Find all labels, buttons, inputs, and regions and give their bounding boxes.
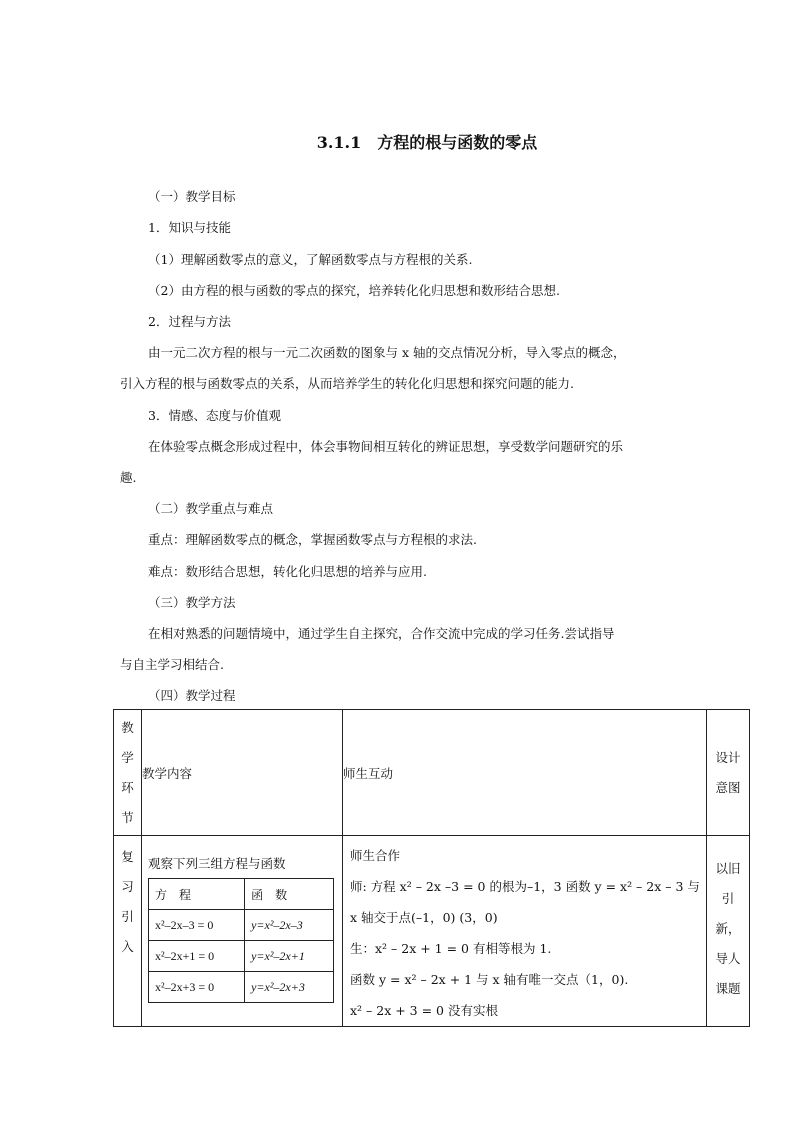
table-row-review — [114, 836, 750, 1027]
row-interaction-cell — [343, 836, 707, 1027]
difficulty-text: 难点：数形结合思想，转化化归思想的培养与应用. — [148, 564, 427, 579]
header-stage-char: 教 — [121, 719, 134, 735]
row-stage-char: 复 — [121, 849, 134, 864]
equation-row — [149, 910, 334, 941]
method-line1: 在相对熟悉的问题情境中，通过学生自主探究，合作交流中完成的学习任务.尝试指导 — [148, 626, 615, 641]
row-stage-char: 引 — [121, 909, 134, 924]
eq-header-function: 函 数 — [245, 879, 334, 910]
interaction-line: 函数 y = x² – 2x + 1 与 x 轴有唯一交点（1，0). — [350, 972, 629, 987]
header-intent-line: 意图 — [715, 779, 741, 795]
header-interaction-cell — [343, 710, 707, 836]
keypoint-text: 重点：理解函数零点的概念，掌握函数零点与方程根的求法. — [148, 532, 477, 547]
objective-process-heading: 2．过程与方法 — [148, 314, 231, 329]
section-heading-method: （三）教学方法 — [148, 595, 236, 610]
interaction-line: 师: 方程 x² – 2x –3 = 0 的根为–1，3 函数 y = x² – 2x – 3 与 — [350, 879, 700, 894]
row-content-cell — [142, 836, 343, 1027]
header-stage-char: 节 — [121, 809, 134, 825]
method-line2: 与自主学习相结合. — [120, 657, 224, 672]
row-intent-line: 新， — [715, 921, 741, 936]
function-cell: y=x²–2x+3 — [245, 972, 334, 1003]
table-header-row — [114, 710, 750, 836]
row-stage-char: 习 — [121, 879, 134, 894]
interaction-line: 生：x² – 2x + 1 = 0 有相等根为 1. — [350, 941, 552, 956]
header-interaction-label: 师生互动 — [343, 765, 394, 781]
row-intent-line: 引 — [721, 891, 735, 906]
header-stage-char: 环 — [121, 779, 134, 795]
objective-knowledge-b: （2）由方程的根与函数的零点的探究，培养转化化归思想和数形结合思想. — [148, 283, 560, 298]
equation-cell: x²–2x+3 = 0 — [149, 972, 245, 1003]
teaching-process-table — [113, 709, 750, 1027]
section-heading-process: （四）教学过程 — [148, 688, 236, 703]
row-intent-line: 课题 — [715, 981, 741, 996]
interaction-line: x 轴交于点(–1，0) (3，0) — [350, 910, 498, 925]
content-heading: 观察下列三组方程与函数 — [148, 856, 286, 871]
objective-emotion-heading: 3．情感、态度与价值观 — [148, 408, 281, 423]
objective-process-line1: 由一元二次方程的根与一元二次函数的图象与 x 轴的交点情况分析，导入零点的概念， — [148, 345, 626, 360]
interaction-text — [350, 840, 700, 1026]
objective-knowledge-heading: 1．知识与技能 — [148, 220, 231, 235]
equation-table-header — [149, 879, 334, 910]
row-stage-char: 入 — [121, 939, 134, 954]
header-intent-cell — [707, 710, 750, 836]
interaction-line: x² – 2x + 3 = 0 没有实根 — [350, 1003, 498, 1018]
page-title: 3.1.1 方程的根与函数的零点 — [316, 133, 538, 152]
header-content-cell — [142, 710, 343, 836]
row-stage-cell — [114, 836, 142, 1027]
header-content-label: 教学内容 — [142, 765, 193, 781]
row-intent-line: 以旧 — [715, 861, 741, 876]
objective-emotion-line1: 在体验零点概念形成过程中，体会事物间相互转化的辨证思想，享受数学问题研究的乐 — [148, 439, 624, 454]
equation-table — [148, 878, 334, 1003]
objective-knowledge-a: （1）理解函数零点的意义，了解函数零点与方程根的关系. — [148, 252, 473, 267]
section-heading-objectives: （一）教学目标 — [148, 189, 236, 204]
header-intent-line: 设计 — [715, 749, 741, 765]
function-cell: y=x²–2x–3 — [245, 910, 334, 941]
equation-row — [149, 972, 334, 1003]
equation-cell: x²–2x–3 = 0 — [149, 910, 245, 941]
eq-header-equation: 方 程 — [149, 879, 245, 910]
row-intent-line: 导人 — [715, 951, 741, 966]
function-cell: y=x²–2x+1 — [245, 941, 334, 972]
objective-process-line2: 引入方程的根与函数零点的关系，从而培养学生的转化化归思想和探究问题的能力. — [120, 376, 574, 391]
interaction-line: 师生合作 — [350, 848, 401, 863]
row-intent-cell — [707, 836, 750, 1027]
section-heading-keypoints: （二）教学重点与难点 — [148, 501, 274, 516]
header-stage-cell — [114, 710, 142, 836]
header-stage-char: 学 — [121, 749, 134, 765]
equation-row — [149, 941, 334, 972]
equation-cell: x²–2x+1 = 0 — [149, 941, 245, 972]
objective-emotion-line2: 趣. — [120, 470, 137, 485]
